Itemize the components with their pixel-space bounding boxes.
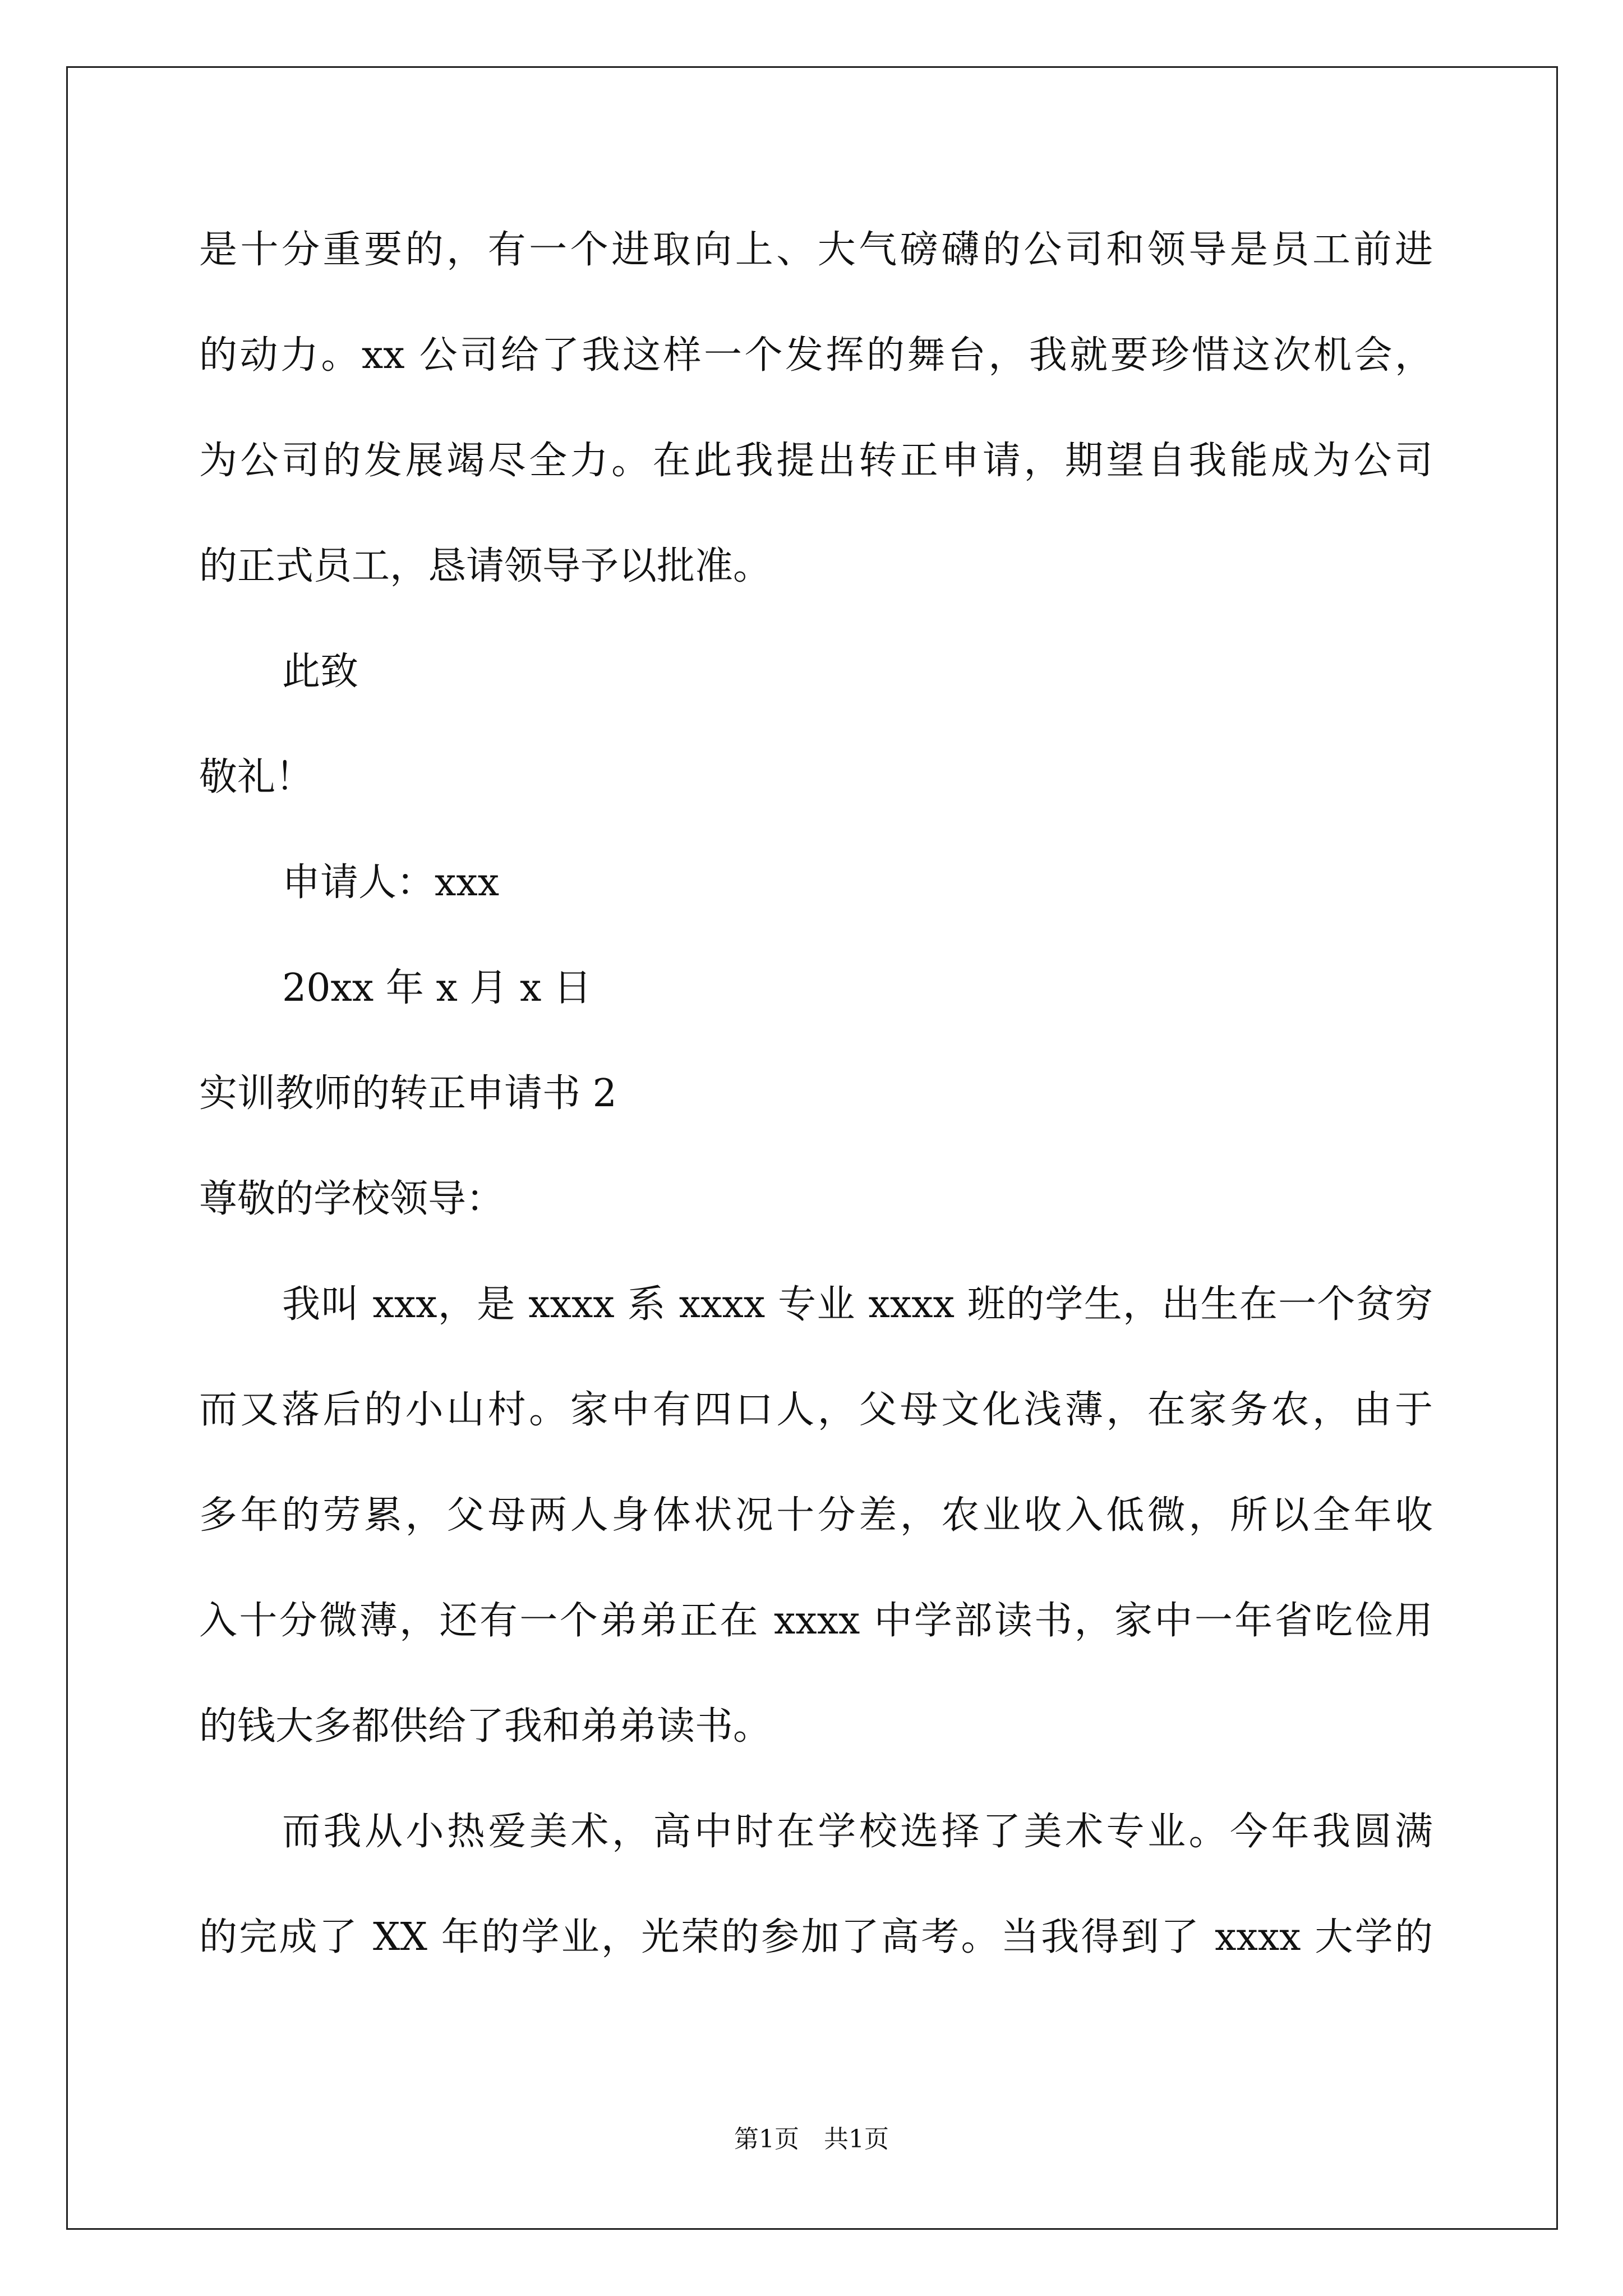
paragraph-line: 而我从小热爱美术，高中时在学校选择了美术专业。今年我圆满 — [282, 1810, 1433, 1854]
signature-date: 20xx 年 x 月 x 日 — [282, 966, 592, 1010]
section-title: 实训教师的转正申请书 2 — [199, 1071, 617, 1116]
paragraph-line: 的正式员工，恳请领导予以批准。 — [199, 544, 772, 588]
paragraph-line: 入十分微薄，还有一个弟弟正在 xxxx 中学部读书，家中一年省吃俭用 — [199, 1599, 1433, 1643]
paragraph-line: 多年的劳累，父母两人身体状况十分差，农业收入低微，所以全年收 — [199, 1493, 1433, 1538]
paragraph-line: 的钱大多都供给了我和弟弟读书。 — [199, 1704, 772, 1749]
page-border — [66, 66, 1558, 2230]
page-footer: 第1页 共1页 — [734, 2125, 889, 2154]
closing-salutation: 此致 — [282, 650, 359, 694]
paragraph-line: 是十分重要的，有一个进取向上、大气磅礴的公司和领导是员工前进 — [199, 228, 1433, 272]
paragraph-line: 为公司的发展竭尽全力。在此我提出转正申请，期望自我能成为公司 — [199, 439, 1433, 483]
paragraph-line: 的完成了 XX 年的学业，光荣的参加了高考。当我得到了 xxxx 大学的 — [199, 1915, 1433, 1959]
paragraph-line: 而又落后的小山村。家中有四口人，父母文化浅薄，在家务农，由于 — [199, 1388, 1433, 1432]
paragraph-line: 我叫 xxx，是 xxxx 系 xxxx 专业 xxxx 班的学生，出生在一个贫穷 — [282, 1282, 1433, 1327]
greeting: 尊敬的学校领导： — [199, 1177, 505, 1221]
applicant-signature: 申请人：xxx — [282, 861, 500, 905]
paragraph-line: 的动力。xx 公司给了我这样一个发挥的舞台，我就要珍惜这次机会， — [199, 333, 1433, 378]
closing-regards: 敬礼！ — [199, 755, 314, 799]
